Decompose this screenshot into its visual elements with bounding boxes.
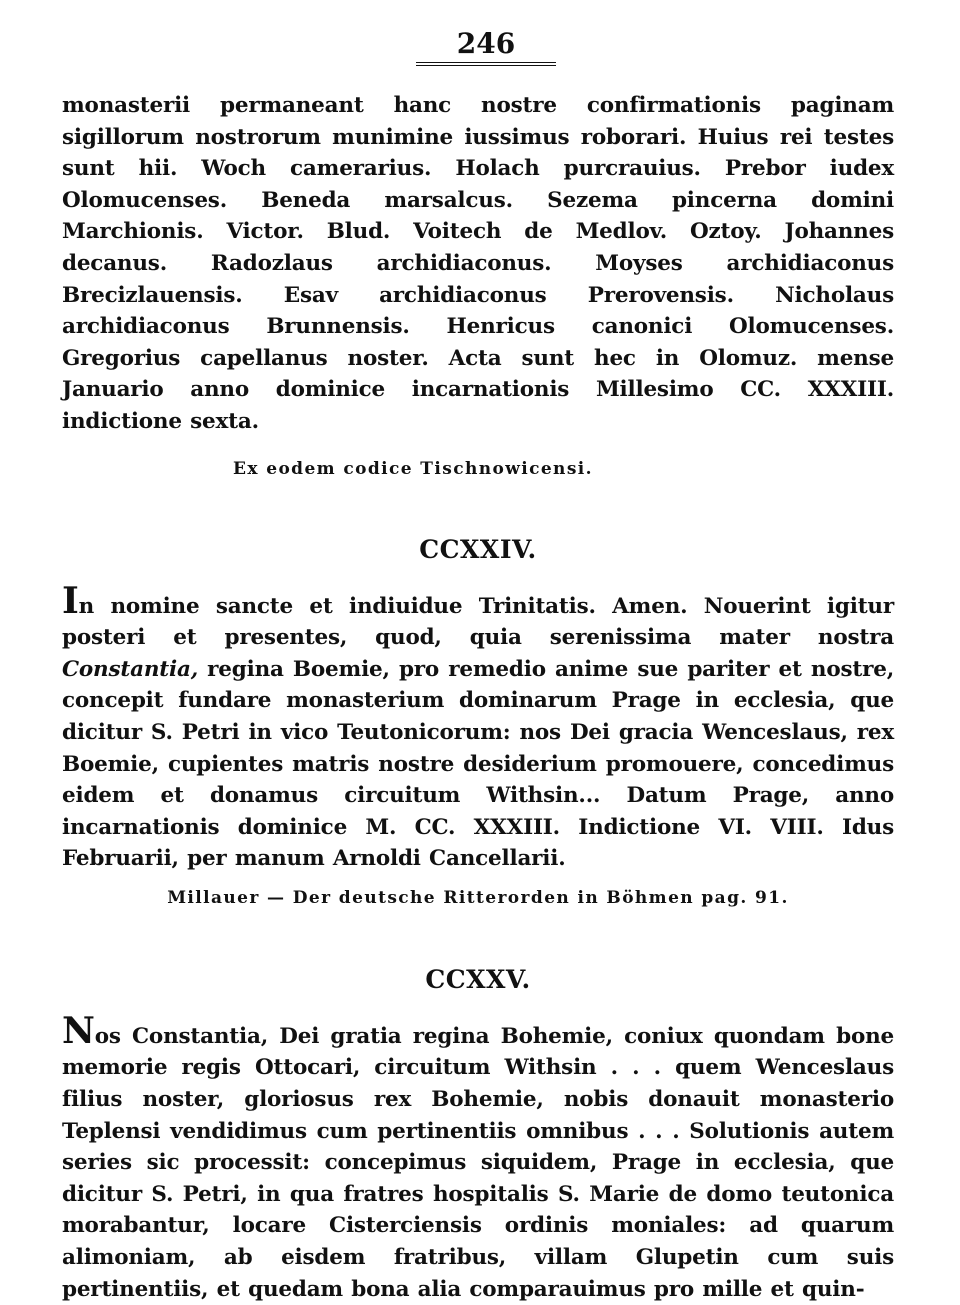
charter-heading-ccxxv: CCXXV. — [425, 964, 531, 994]
charter-name-italic: Constantia, — [62, 656, 198, 682]
initial-letter: I — [62, 579, 79, 622]
continued-charter-text: monasterii permaneant hanc nostre confirmationis paginam sigillorum nostrorum munimine iussimus roborari. Huius rei testes sunt hii. Woch camerarius. Holach purcrauius. Prebor iudex Olomucenses. Beneda marsalcus. Sezema pincerna domini Marchionis. Victor. Blud. Voitech de Medlov. Oztoy. Johannes decanus. Radozlaus archidiaconus. Moyses archidiaconus Brecizlauensis. Esav archidiaconus Prerovensis. Nicholaus archidiaconus Brunnensis. Henricus canonici Olomucenses. Gregorius capellanus noster. Acta sunt hec in Olomuz. mense Januario anno dominice incarnationis Millesimo CC. XXXIII. indictione sexta. — [62, 93, 894, 434]
charter-text-ccxxv — [62, 1009, 894, 1305]
source-citation: Millauer — Der deutsche Ritterorden in Böhmen pag. 91. — [167, 887, 789, 908]
page-number-rule — [400, 62, 556, 66]
charter-heading-ccxxiv: CCXXIV. — [419, 534, 537, 564]
charter-text-part: os Constantia, Dei gratia regina Bohemie, coniux quondam bone memorie regis Ottocari, circuitum Withsin . . . quem Wenceslaus filius noster, gloriosus rex Bohemie, nobis donauit monasterio Teplensi vendidimus cum pertinentiis omnibus . . . Solutionis autem series sic processit: concepimus siquidem, Prage in ecclesia, que dicitur S. Petri, in qua fratres hospitalis S. Marie de domo teutonica morabantur, locare Cisterciensis ordinis moniales: ad quarum alimoniam, ab eisdem fratribus, villam Glupetin cum suis pertinentiis, et quedam bona alia comparauimus pro mille et quin- — [62, 1023, 894, 1302]
charter-text-part: n nomine sancte et indiuidue Trinitatis. Amen. Nouerint igitur posteri et presentes, quod, quia serenissima mater nostra — [62, 593, 894, 651]
charter-text-ccxxiv — [62, 579, 894, 875]
initial-letter: N — [62, 1009, 95, 1052]
document-page — [62, 28, 894, 1305]
source-citation: Ex eodem codice Tischnowicensi. — [233, 458, 593, 479]
page-number: 246 — [456, 27, 516, 60]
charter-text-part: regina Boemie, pro remedio anime sue pariter et nostre, concepit fundare monasterium dominarum Prage in ecclesia, que dicitur S. Petri in vico Teutonicorum: nos Dei gracia Wenceslaus, rex Boemie, cupientes matris nostre desiderium promouere, concedimus eidem et donamus circuitum Withsin... Datum Prage, anno incarnationis dominice M. CC. XXXIII. Indictione VI. VIII. Idus Februarii, per manum Arnoldi Cancellarii. — [62, 656, 894, 872]
